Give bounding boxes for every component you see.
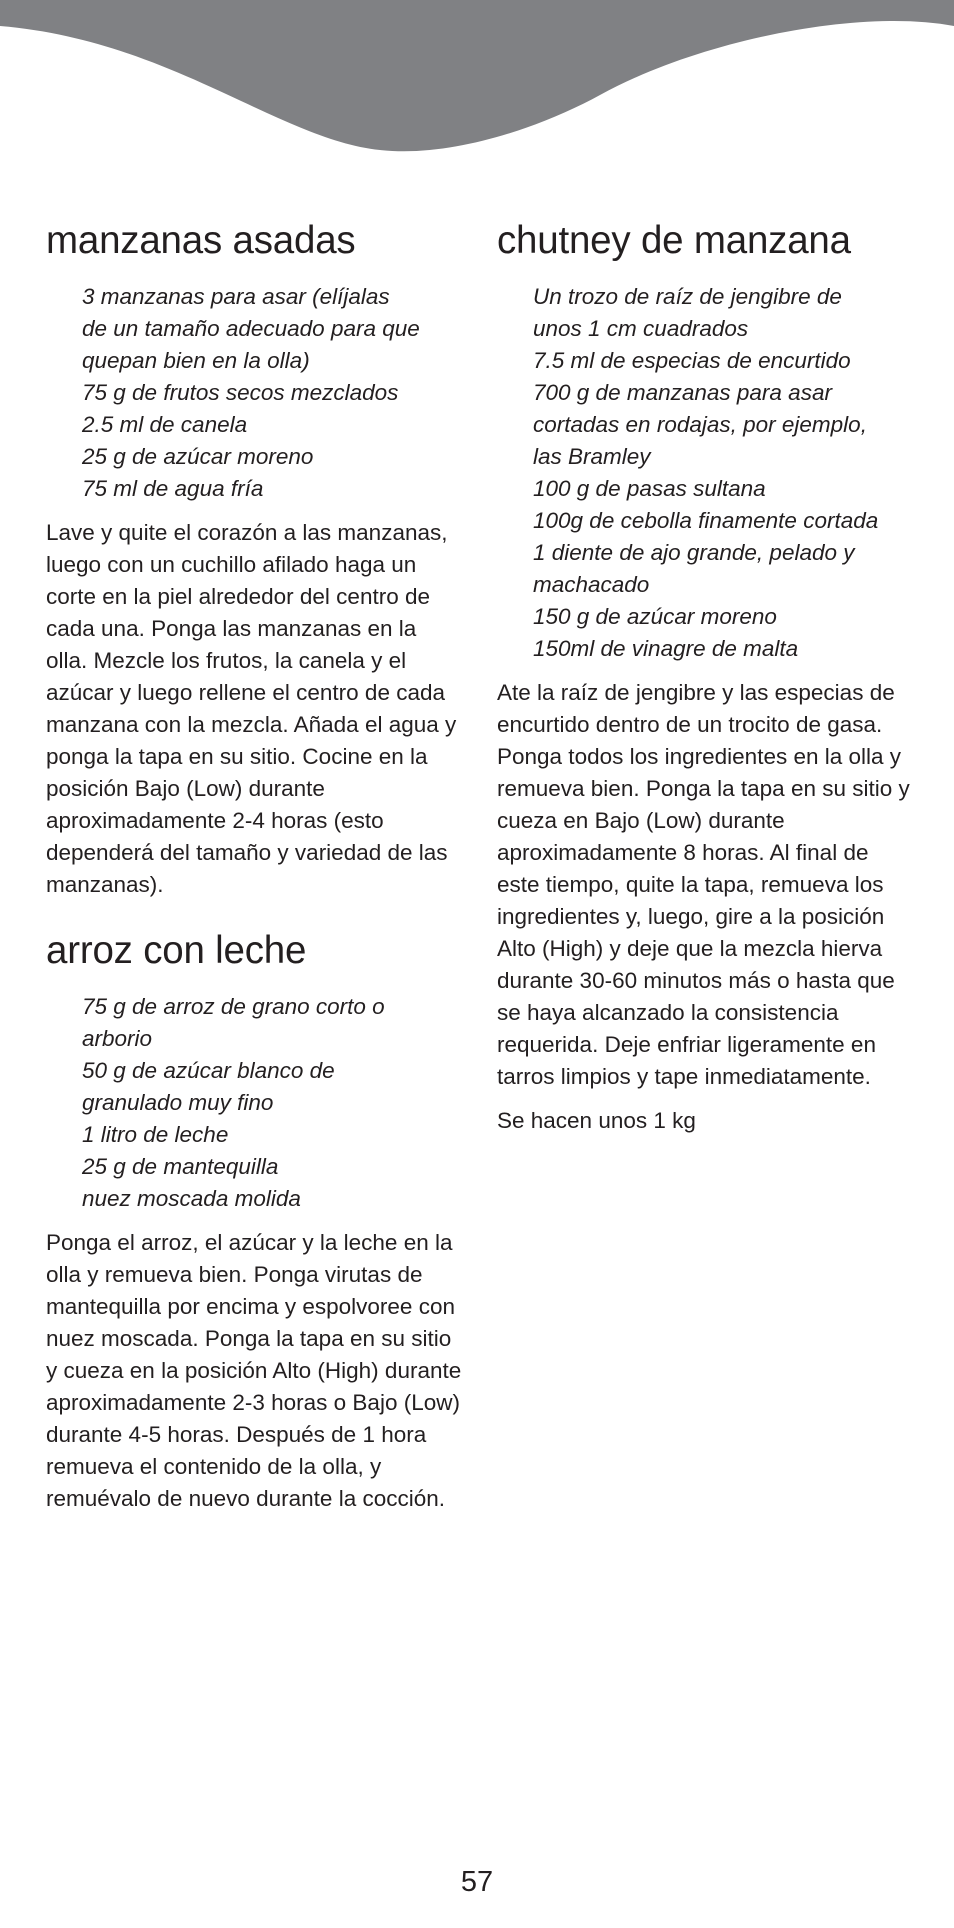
right-column xyxy=(497,215,911,1149)
header-wave-shape xyxy=(0,0,954,151)
recipe-arroz-con-leche xyxy=(46,925,462,1515)
ingredient-item: 150 g de azúcar moreno xyxy=(533,604,777,629)
ingredient-item: Un trozo de raíz de jengibre de unos 1 cm cuadrados xyxy=(533,284,842,341)
recipe-method: Ate la raíz de jengibre y las especias de encurtido dentro de un trocito de gasa. Ponga todos los ingredientes en la olla y remueva bien. Ponga la tapa en su sitio y cueza en Bajo (Low) durante aproximadamente 8 horas. Al final de este tiempo, quite la tapa, remueva los ingredientes y, luego, gire a la posición Alto (High) y deje que la mezcla hierva durante 30-60 minutos más o hasta que se haya alcanzado la consistencia requerida. Deje enfriar ligeramente en tarros limpios y tape inmediatamente. xyxy=(497,680,910,1089)
ingredient-item: 1 litro de leche xyxy=(82,1122,229,1147)
recipe-yield: Se hacen unos 1 kg xyxy=(497,1108,696,1133)
ingredient-list xyxy=(46,991,462,1215)
ingredient-item: 25 g de azúcar moreno xyxy=(82,444,314,469)
ingredient-item: nuez moscada molida xyxy=(82,1186,301,1211)
left-column xyxy=(46,215,462,1527)
header-wave-band xyxy=(0,0,954,160)
ingredient-list xyxy=(497,281,911,665)
recipe-title: manzanas asadas xyxy=(46,219,356,262)
ingredient-item: 50 g de azúcar blanco de granulado muy fino xyxy=(82,1058,335,1115)
ingredient-item: 2.5 ml de canela xyxy=(82,412,248,437)
recipe-method: Lave y quite el corazón a las manzanas, luego con un cuchillo afilado haga un corte en la piel alrededor del centro de cada una. Ponga las manzanas en la olla. Mezcle los frutos, la canela y el azúcar y luego rellene el centro de cada manzana con la mezcla. Añada el agua y ponga la tapa en su sitio. Cocine en la posición Bajo (Low) durante aproximadamente 2-4 horas (esto dependerá del tamaño y variedad de las manzanas). xyxy=(46,520,457,897)
ingredient-item: 700 g de manzanas para asar cortadas en rodajas, por ejemplo, las Bramley xyxy=(533,380,867,469)
recipe-title: chutney de manzana xyxy=(497,219,851,262)
recipe-chutney-de-manzana xyxy=(497,215,911,1137)
ingredient-item: 25 g de mantequilla xyxy=(82,1154,279,1179)
recipe-method: Ponga el arroz, el azúcar y la leche en la olla y remueva bien. Ponga virutas de mantequilla por encima y espolvoree con nuez moscada. Ponga la tapa en su sitio y cueza en la posición Alto (High) durante aproximadamente 2-3 horas o Bajo (Low) durante 4-5 horas. Después de 1 hora remueva el contenido de la olla, y remuévalo de nuevo durante la cocción. xyxy=(46,1230,462,1511)
ingredient-item: 100g de cebolla finamente cortada xyxy=(533,508,879,533)
ingredient-list xyxy=(46,281,462,505)
ingredient-item: 7.5 ml de especias de encurtido xyxy=(533,348,851,373)
ingredient-item: 1 diente de ajo grande, pelado y machacado xyxy=(533,540,855,597)
ingredient-item: 3 manzanas para asar (elíjalas de un tamaño adecuado para que quepan bien en la olla) xyxy=(82,284,420,373)
page-number: 57 xyxy=(460,1866,494,1898)
ingredient-item: 150ml de vinagre de malta xyxy=(533,636,799,661)
ingredient-item: 75 g de arroz de grano corto o arborio xyxy=(82,994,385,1051)
recipe-manzanas-asadas xyxy=(46,215,462,901)
ingredient-item: 75 g de frutos secos mezclados xyxy=(82,380,399,405)
ingredient-item: 75 ml de agua fría xyxy=(82,476,264,501)
recipe-title: arroz con leche xyxy=(46,929,307,972)
ingredient-item: 100 g de pasas sultana xyxy=(533,476,766,501)
